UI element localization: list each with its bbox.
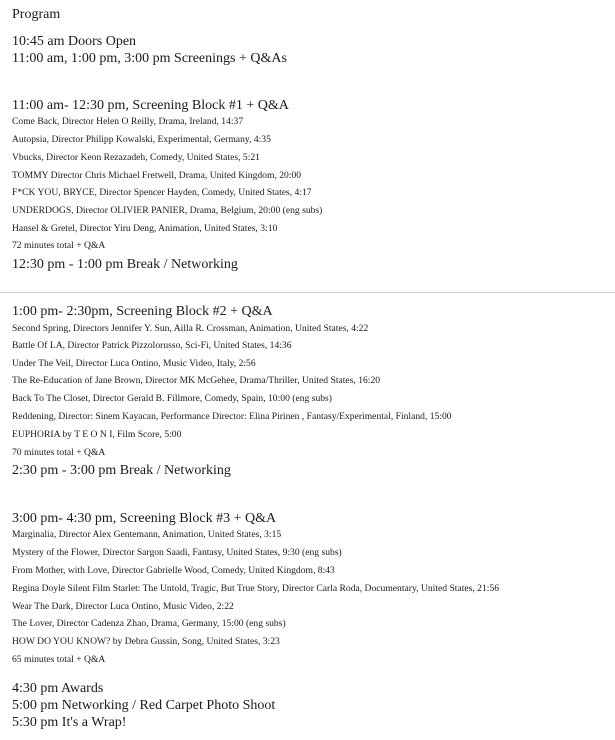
- block2-total: 70 minutes total + Q&A: [12, 447, 106, 458]
- screening-times: 11:00 am, 1:00 pm, 3:00 pm Screenings + Q&As: [12, 51, 287, 66]
- wrap-time: 5:30 pm It's a Wrap!: [12, 715, 127, 730]
- block1-heading: 11:00 am- 12:30 pm, Screening Block #1 + Q&A: [12, 98, 289, 113]
- block2-film: Battle Of LA, Director Patrick Pizzolorusso, Sci-Fi, United States, 14:36: [12, 340, 292, 351]
- block1-total: 72 minutes total + Q&A: [12, 240, 106, 251]
- block1-film: Autopsia, Director Philipp Kowalski, Experimental, Germany, 4:35: [12, 134, 271, 145]
- block3-film: Wear The Dark, Director Luca Ontino, Music Video, 2:22: [12, 601, 234, 612]
- doors-open-time: 10:45 am Doors Open: [12, 34, 137, 49]
- block1-break: 12:30 pm - 1:00 pm Break / Networking: [12, 257, 238, 272]
- block3-film: HOW DO YOU KNOW? by Debra Gussin, Song, United States, 3:23: [12, 636, 280, 647]
- block3-film: The Lover, Director Cadenza Zhao, Drama, Germany, 15:00 (eng subs): [12, 618, 286, 629]
- block2-break: 2:30 pm - 3:00 pm Break / Networking: [12, 463, 231, 478]
- networking-time: 5:00 pm Networking / Red Carpet Photo Shoot: [12, 698, 276, 713]
- block3-heading: 3:00 pm- 4:30 pm, Screening Block #3 + Q&A: [12, 511, 277, 526]
- block2-film: EUPHORIA by T E O N I, Film Score, 5:00: [12, 429, 182, 440]
- block3-total: 65 minutes total + Q&A: [12, 654, 106, 665]
- block1-film: Come Back, Director Helen O Reilly, Drama, Ireland, 14:37: [12, 116, 244, 127]
- block2-film: Reddening, Director: Sinem Kayacan, Performance Director: Elina Pirinen , Fantasy/Experimental, Finland, 15:00: [12, 411, 452, 422]
- awards-time: 4:30 pm Awards: [12, 681, 104, 696]
- block3-film: Mystery of the Flower, Director Sargon Saadi, Fantasy, United States, 9:30 (eng subs): [12, 547, 342, 558]
- block2-film: Back To The Closet, Director Gerald B. Fillmore, Comedy, Spain, 10:00 (eng subs): [12, 393, 332, 404]
- block1-film: TOMMY Director Chris Michael Fretwell, Drama, United Kingdom, 20:00: [12, 170, 302, 181]
- block3-film: From Mother, with Love, Director Gabrielle Wood, Comedy, United Kingdom, 8:43: [12, 565, 335, 576]
- block2-film: Under The Veil, Director Luca Ontino, Music Video, Italy, 2:56: [12, 358, 256, 369]
- program-title: Program: [12, 7, 61, 22]
- block1-film: F*CK YOU, BRYCE, Director Spencer Hayden, Comedy, United States, 4:17: [12, 187, 312, 198]
- block1-film: UNDERDOGS, Director OLIVIER PANIER, Drama, Belgium, 20:00 (eng subs): [12, 205, 323, 216]
- section-divider: [0, 292, 615, 293]
- block2-film: Second Spring, Directors Jennifer Y. Sun, Ailla R. Crossman, Animation, United States, 4:22: [12, 323, 369, 334]
- block1-film: Vbucks, Director Keon Rezazadeh, Comedy, United States, 5:21: [12, 152, 260, 163]
- block1-film: Hansel & Gretel, Director Yiru Deng, Animation, United States, 3:10: [12, 223, 278, 234]
- block3-film: Marginalia, Director Alex Gentemann, Animation, United States, 3:15: [12, 529, 282, 540]
- block2-heading: 1:00 pm- 2:30pm, Screening Block #2 + Q&A: [12, 304, 273, 319]
- block3-film: Regina Doyle Silent Film Starlet: The Untold, Tragic, But True Story, Director Carla Roda, Documentary, United States, 21:56: [12, 583, 500, 594]
- block2-film: The Re-Education of Jane Brown, Director MK McGehee, Drama/Thriller, United States, 16:20: [12, 375, 381, 386]
